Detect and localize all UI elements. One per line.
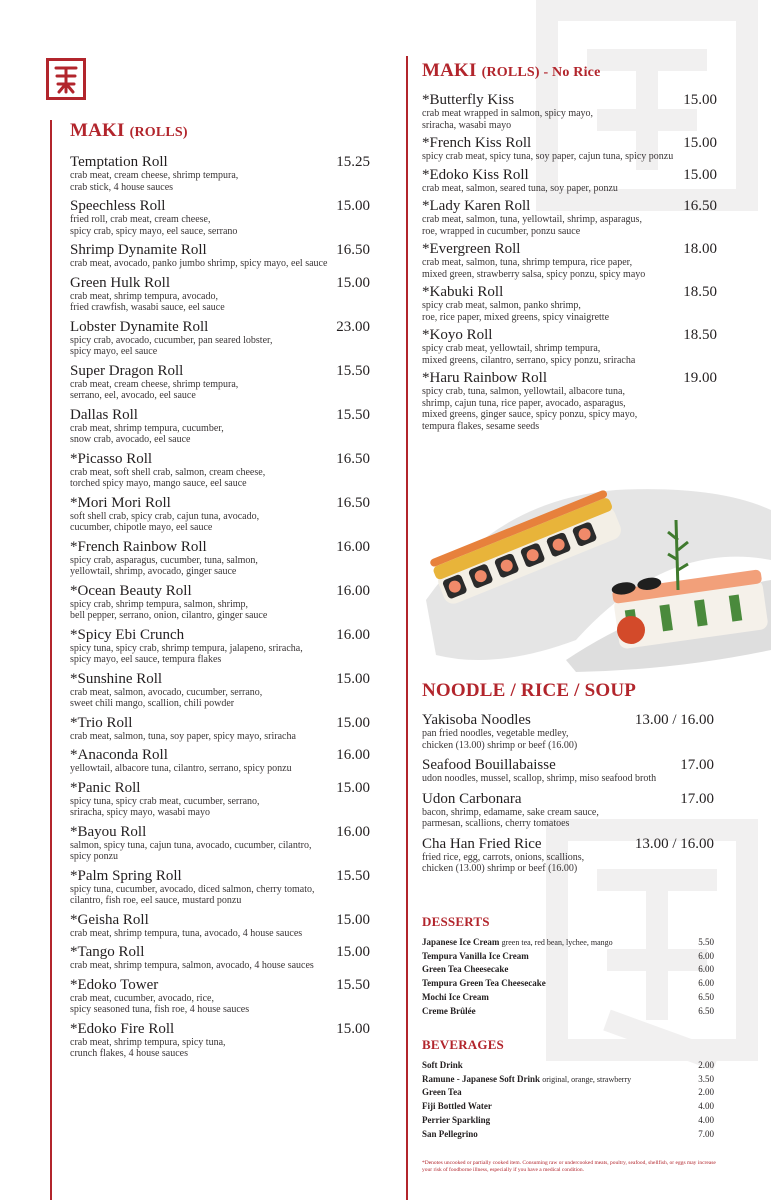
raw-food-disclaimer: *Denotes uncooked or partially cooked item. Consuming raw or undercooked meats, poultry, seafood, shellfish, or eggs may increase your risk of foodborne illness, especially if you have a medical condition. xyxy=(422,1160,716,1173)
menu-item-description: spicy crab, shrimp tempura, salmon, shrimp, bell pepper, serrano, onion, cilantro, ginger sauce xyxy=(70,598,268,621)
menu-item xyxy=(422,991,714,1005)
menu-item-name: *Butterfly Kiss xyxy=(422,92,515,108)
menu-item-name: Cha Han Fried Rice xyxy=(422,835,542,852)
desserts-section xyxy=(422,914,714,1018)
menu-item xyxy=(422,791,714,830)
menu-item-name: *French Rainbow Roll xyxy=(70,538,207,555)
menu-item-price: 18.00 xyxy=(683,241,717,257)
menu-item-price: 17.00 xyxy=(680,757,714,773)
menu-item-description: crab meat, cucumber, avocado, rice, spicy seasoned tuna, fish roe, 4 house sauces xyxy=(70,992,250,1015)
menu-item-name: Udon Carbonara xyxy=(422,790,522,807)
menu-item-description: crab meat, shrimp tempura, cucumber, snow crab, avocado, eel sauce xyxy=(70,422,224,445)
menu-item-price: 6.00 xyxy=(698,978,714,989)
menu-item-price: 15.50 xyxy=(336,976,370,993)
menu-item-description: crab meat, salmon, avocado, cucumber, serrano, sweet chili mango, scallion, chili powder xyxy=(70,686,263,709)
menu-item-price: 23.00 xyxy=(336,318,370,335)
center-divider xyxy=(406,56,408,1200)
menu-item-description: spicy crab meat, spicy tuna, soy paper, cajun tuna, spicy ponzu xyxy=(422,151,674,162)
menu-item-price: 16.00 xyxy=(336,582,370,599)
menu-item-name: Shrimp Dynamite Roll xyxy=(70,242,207,258)
menu-item-price: 16.50 xyxy=(336,450,370,467)
menu-item xyxy=(70,824,370,863)
menu-item-price: 13.00 / 16.00 xyxy=(634,835,714,852)
menu-item xyxy=(70,363,370,402)
maki-no-rice-section xyxy=(422,60,717,436)
menu-item xyxy=(70,977,370,1016)
menu-item-description: crab meat, shrimp tempura, spicy tuna, crunch flakes, 4 house sauces xyxy=(70,1036,226,1059)
menu-item-name: Tempura Green Tea Cheesecake xyxy=(422,978,546,989)
menu-item-price: 15.00 xyxy=(683,135,717,151)
menu-item-name: *Picasso Roll xyxy=(70,450,153,467)
menu-item xyxy=(422,963,714,977)
menu-item xyxy=(70,275,370,314)
menu-item xyxy=(70,539,370,578)
menu-item-name: Speechless Roll xyxy=(70,198,166,214)
menu-item xyxy=(70,154,370,193)
menu-item xyxy=(422,1114,714,1128)
noodle-list xyxy=(422,712,714,875)
menu-item-description: yellowtail, albacore tuna, cilantro, serrano, spicy ponzu xyxy=(70,763,292,774)
menu-item-name: *Ocean Beauty Roll xyxy=(70,582,192,599)
menu-item-price: 4.00 xyxy=(698,1101,714,1112)
menu-item-name: *Trio Roll xyxy=(70,714,133,731)
maki-no-rice-list xyxy=(422,92,717,432)
menu-item xyxy=(70,747,370,775)
menu-item-name: *Panic Roll xyxy=(70,779,141,796)
menu-item-price: 15.00 xyxy=(683,92,717,108)
menu-item-name: *Spicy Ebi Crunch xyxy=(70,626,185,643)
menu-item-name: Creme Brûlée xyxy=(422,1005,476,1016)
menu-item-name: Lobster Dynamite Roll xyxy=(70,318,209,335)
menu-item-name: Soft Drink xyxy=(422,1060,463,1070)
desserts-list xyxy=(422,936,714,1018)
menu-item-name: *Mori Mori Roll xyxy=(70,494,171,511)
menu-item-price: 17.00 xyxy=(680,790,714,807)
menu-item-price: 15.00 xyxy=(336,670,370,687)
menu-item-name: Perrier Sparkling xyxy=(422,1114,491,1125)
menu-item-description: fried roll, crab meat, cream cheese, spicy crab, spicy mayo, eel sauce, serrano xyxy=(70,214,238,237)
menu-item-price: 2.00 xyxy=(698,1087,714,1098)
menu-item-description: soft shell crab, spicy crab, cajun tuna, avocado, cucumber, chipotle mayo, eel sauce xyxy=(70,510,260,533)
beverages-section xyxy=(422,1037,714,1141)
menu-item-price: 2.00 xyxy=(698,1060,714,1070)
menu-item-description: crab meat, shrimp tempura, salmon, avocado, 4 house sauces xyxy=(70,960,314,971)
menu-item-name: Dallas Roll xyxy=(70,406,138,423)
menu-item xyxy=(422,950,714,964)
menu-item-name: Mochi Ice Cream xyxy=(422,991,489,1002)
menu-item-price: 15.00 xyxy=(336,779,370,796)
menu-item-name: Fiji Bottled Water xyxy=(422,1101,492,1112)
menu-item-price: 6.00 xyxy=(698,950,714,961)
menu-item-description: spicy crab, tuna, salmon, yellowtail, albacore tuna, shrimp, cajun tuna, rice paper, avocado, asparagus, mixed greens, ginger sauce, spicy ponzu, spicy mayo, tempura flakes, sesame seeds xyxy=(422,386,638,432)
menu-item-price: 15.00 xyxy=(336,714,370,731)
menu-item-description: spicy tuna, spicy crab meat, cucumber, serrano, sriracha, spicy mayo, wasabi mayo xyxy=(70,795,260,818)
menu-item xyxy=(422,327,717,366)
menu-item-name: Green Hulk Roll xyxy=(70,274,170,291)
menu-item-price: 6.50 xyxy=(698,991,714,1002)
menu-item xyxy=(422,936,714,950)
menu-item-description: pan fried noodles, vegetable medley, chicken (13.00) shrimp or beef (16.00) xyxy=(422,728,578,751)
menu-item-description: crab meat, salmon, tuna, shrimp tempura, rice paper, mixed green, strawberry salsa, spicy ponzu, spicy mayo xyxy=(422,257,646,280)
section-title-sub: (ROLLS) - No Rice xyxy=(481,65,601,80)
menu-item-description: crab meat, soft shell crab, salmon, cream cheese, torched spicy mayo, mango sauce, eel sauce xyxy=(70,466,266,489)
menu-item xyxy=(70,319,370,358)
menu-item-price: 15.25 xyxy=(336,154,370,170)
menu-item-price: 16.00 xyxy=(336,626,370,643)
menu-item xyxy=(422,1100,714,1114)
menu-item-price: 4.00 xyxy=(698,1114,714,1125)
menu-item xyxy=(70,671,370,710)
menu-item xyxy=(70,912,370,940)
menu-item-description: crab meat, cream cheese, shrimp tempura, serrano, eel, avocado, eel sauce xyxy=(70,378,239,401)
noodle-rice-soup-section xyxy=(422,680,714,881)
menu-item xyxy=(422,198,717,237)
menu-item-description: crab meat wrapped in salmon, spicy mayo, sriracha, wasabi mayo xyxy=(422,108,594,131)
menu-item-name: *Evergreen Roll xyxy=(422,241,521,257)
menu-item-price: 3.50 xyxy=(698,1073,714,1084)
menu-item-price: 15.00 xyxy=(683,166,717,183)
menu-item-price: 18.50 xyxy=(683,327,717,343)
menu-item-name: Yakisoba Noodles xyxy=(422,712,531,728)
menu-item-price: 18.50 xyxy=(683,284,717,300)
menu-item xyxy=(422,712,714,751)
menu-item xyxy=(422,977,714,991)
section-title-main: MAKI xyxy=(422,60,477,81)
menu-item-description: crab meat, salmon, tuna, soy paper, spicy mayo, sriracha xyxy=(70,730,296,742)
restaurant-logo xyxy=(46,58,86,100)
menu-item xyxy=(70,495,370,534)
menu-item xyxy=(422,1128,714,1142)
menu-item-price: 15.00 xyxy=(336,911,370,928)
menu-item-price: 16.50 xyxy=(683,198,717,214)
menu-item-price: 15.50 xyxy=(336,867,370,884)
menu-item xyxy=(70,715,370,743)
menu-item xyxy=(422,757,714,785)
menu-item xyxy=(70,451,370,490)
menu-item-description: spicy crab, avocado, cucumber, pan seared lobster, spicy mayo, eel sauce xyxy=(70,334,273,357)
menu-item-description: spicy tuna, spicy crab, shrimp tempura, jalapeno, sriracha, spicy mayo, eel sauce, tempura flakes xyxy=(70,642,303,665)
menu-item-description: crab meat, salmon, seared tuna, soy paper, ponzu xyxy=(422,182,618,194)
section-title: NOODLE / RICE / SOUP xyxy=(422,680,637,701)
sushi-photo xyxy=(416,480,777,672)
section-title xyxy=(422,60,717,82)
menu-item-name: *Kabuki Roll xyxy=(422,284,504,300)
menu-item-description: crab meat, shrimp tempura, avocado, fried crawfish, wasabi sauce, eel sauce xyxy=(70,290,225,313)
menu-item-name: Tempura Vanilla Ice Cream xyxy=(422,950,529,961)
menu-item-name: Japanese Ice Cream xyxy=(422,937,500,947)
menu-item xyxy=(422,836,714,875)
menu-item xyxy=(422,284,717,323)
menu-item-name: Super Dragon Roll xyxy=(70,362,184,379)
left-divider xyxy=(50,120,52,1200)
menu-item-price: 16.00 xyxy=(336,538,370,555)
menu-item-description: crab meat, salmon, tuna, yellowtail, shrimp, asparagus, roe, wrapped in cucumber, ponzu sauce xyxy=(422,214,642,237)
menu-item xyxy=(422,92,717,131)
menu-item xyxy=(422,1005,714,1019)
menu-item xyxy=(422,370,717,432)
menu-item-price: 15.00 xyxy=(336,274,370,291)
menu-item-description: spicy crab meat, yellowtail, shrimp tempura, mixed greens, cilantro, serrano, spicy ponzu, sriracha xyxy=(422,343,636,366)
menu-item-name: *Geisha Roll xyxy=(70,911,149,928)
menu-item-description: spicy crab, asparagus, cucumber, tuna, salmon, yellowtail, shrimp, avocado, ginger sauce xyxy=(70,554,258,577)
menu-item-price: 7.00 xyxy=(698,1128,714,1139)
menu-item-price: 13.00 / 16.00 xyxy=(634,712,714,728)
section-title: BEVERAGES xyxy=(422,1037,504,1052)
menu-item xyxy=(70,198,370,237)
maki-rolls-section xyxy=(70,120,370,1065)
menu-item-price: 16.00 xyxy=(336,823,370,840)
maki-rolls-list xyxy=(70,154,370,1060)
menu-item-detail: original, orange, strawberry xyxy=(542,1074,632,1084)
menu-item xyxy=(70,627,370,666)
menu-item-name: *Anaconda Roll xyxy=(70,747,168,763)
section-title: DESSERTS xyxy=(422,914,490,929)
menu-item-name: Green Tea xyxy=(422,1087,462,1098)
menu-item-name: Green Tea Cheesecake xyxy=(422,964,509,975)
menu-item-name: *Lady Karen Roll xyxy=(422,198,531,214)
menu-item-name: *Edoko Tower xyxy=(70,976,159,993)
menu-item-name: *Edoko Fire Roll xyxy=(70,1020,175,1037)
menu-item-price: 16.50 xyxy=(336,242,370,258)
menu-item-name: *Koyo Roll xyxy=(422,327,493,343)
menu-item-price: 16.00 xyxy=(336,747,370,763)
menu-item-name: San Pellegrino xyxy=(422,1128,478,1139)
menu-item-price: 19.00 xyxy=(683,370,717,386)
menu-item xyxy=(70,1021,370,1060)
menu-item-description: bacon, shrimp, edamame, sake cream sauce, parmesan, scallions, cherry tomatoes xyxy=(422,806,599,829)
menu-item-name: Seafood Bouillabaisse xyxy=(422,757,556,773)
menu-item-description: salmon, spicy tuna, cajun tuna, avocado, cucumber, cilantro, spicy ponzu xyxy=(70,839,312,862)
menu-item-price: 15.00 xyxy=(336,944,370,960)
menu-item xyxy=(70,242,370,270)
menu-item-name: *Tango Roll xyxy=(70,944,145,960)
section-title-sub: (ROLLS) xyxy=(129,125,188,140)
menu-item-name: *Palm Spring Roll xyxy=(70,867,182,884)
menu-item xyxy=(70,583,370,622)
beverages-list xyxy=(422,1059,714,1141)
menu-item-price: 15.00 xyxy=(336,1020,370,1037)
menu-item-price: 15.50 xyxy=(336,362,370,379)
menu-item-price: 6.00 xyxy=(698,964,714,975)
menu-item-name: Ramune - Japanese Soft Drink xyxy=(422,1073,541,1084)
menu-item-description: crab meat, cream cheese, shrimp tempura, crab stick, 4 house sauces xyxy=(70,170,239,193)
menu-item-name: *French Kiss Roll xyxy=(422,135,532,151)
menu-item xyxy=(422,1086,714,1100)
menu-item-name: *Edoko Kiss Roll xyxy=(422,166,529,183)
menu-item-description: spicy tuna, cucumber, avocado, diced salmon, cherry tomato, cilantro, fish roe, eel sauce, mustard ponzu xyxy=(70,883,315,906)
menu-item xyxy=(422,135,717,163)
menu-item-price: 16.50 xyxy=(336,494,370,511)
section-title-main: MAKI xyxy=(70,120,125,141)
menu-item-name: *Haru Rainbow Roll xyxy=(422,370,547,386)
menu-item-name: *Bayou Roll xyxy=(70,823,147,840)
menu-item xyxy=(70,780,370,819)
menu-item-description: crab meat, shrimp tempura, tuna, avocado, 4 house sauces xyxy=(70,927,303,939)
menu-item-price: 6.50 xyxy=(698,1005,714,1016)
section-title xyxy=(70,120,370,142)
menu-item-description: crab meat, avocado, panko jumbo shrimp, spicy mayo, eel sauce xyxy=(70,258,328,269)
menu-item-name: Temptation Roll xyxy=(70,154,168,170)
menu-item-name: *Sunshine Roll xyxy=(70,670,163,687)
menu-item xyxy=(422,241,717,280)
menu-item-price: 15.00 xyxy=(336,198,370,214)
menu-item xyxy=(422,167,717,195)
menu-item-price: 5.50 xyxy=(698,937,714,947)
menu-item xyxy=(70,868,370,907)
menu-item xyxy=(422,1059,714,1073)
menu-item xyxy=(70,944,370,972)
menu-item-price: 15.50 xyxy=(336,406,370,423)
menu-item xyxy=(422,1073,714,1087)
menu-item-description: udon noodles, mussel, scallop, shrimp, miso seafood broth xyxy=(422,773,657,784)
menu-item-description: fried rice, egg, carrots, onions, scallions, chicken (13.00) shrimp or beef (16.00) xyxy=(422,851,585,874)
menu-item-detail: green tea, red bean, lychee, mango xyxy=(501,938,613,947)
menu-item xyxy=(70,407,370,446)
menu-item-description: spicy crab meat, salmon, panko shrimp, roe, rice paper, mixed greens, spicy vinaigrette xyxy=(422,300,610,323)
